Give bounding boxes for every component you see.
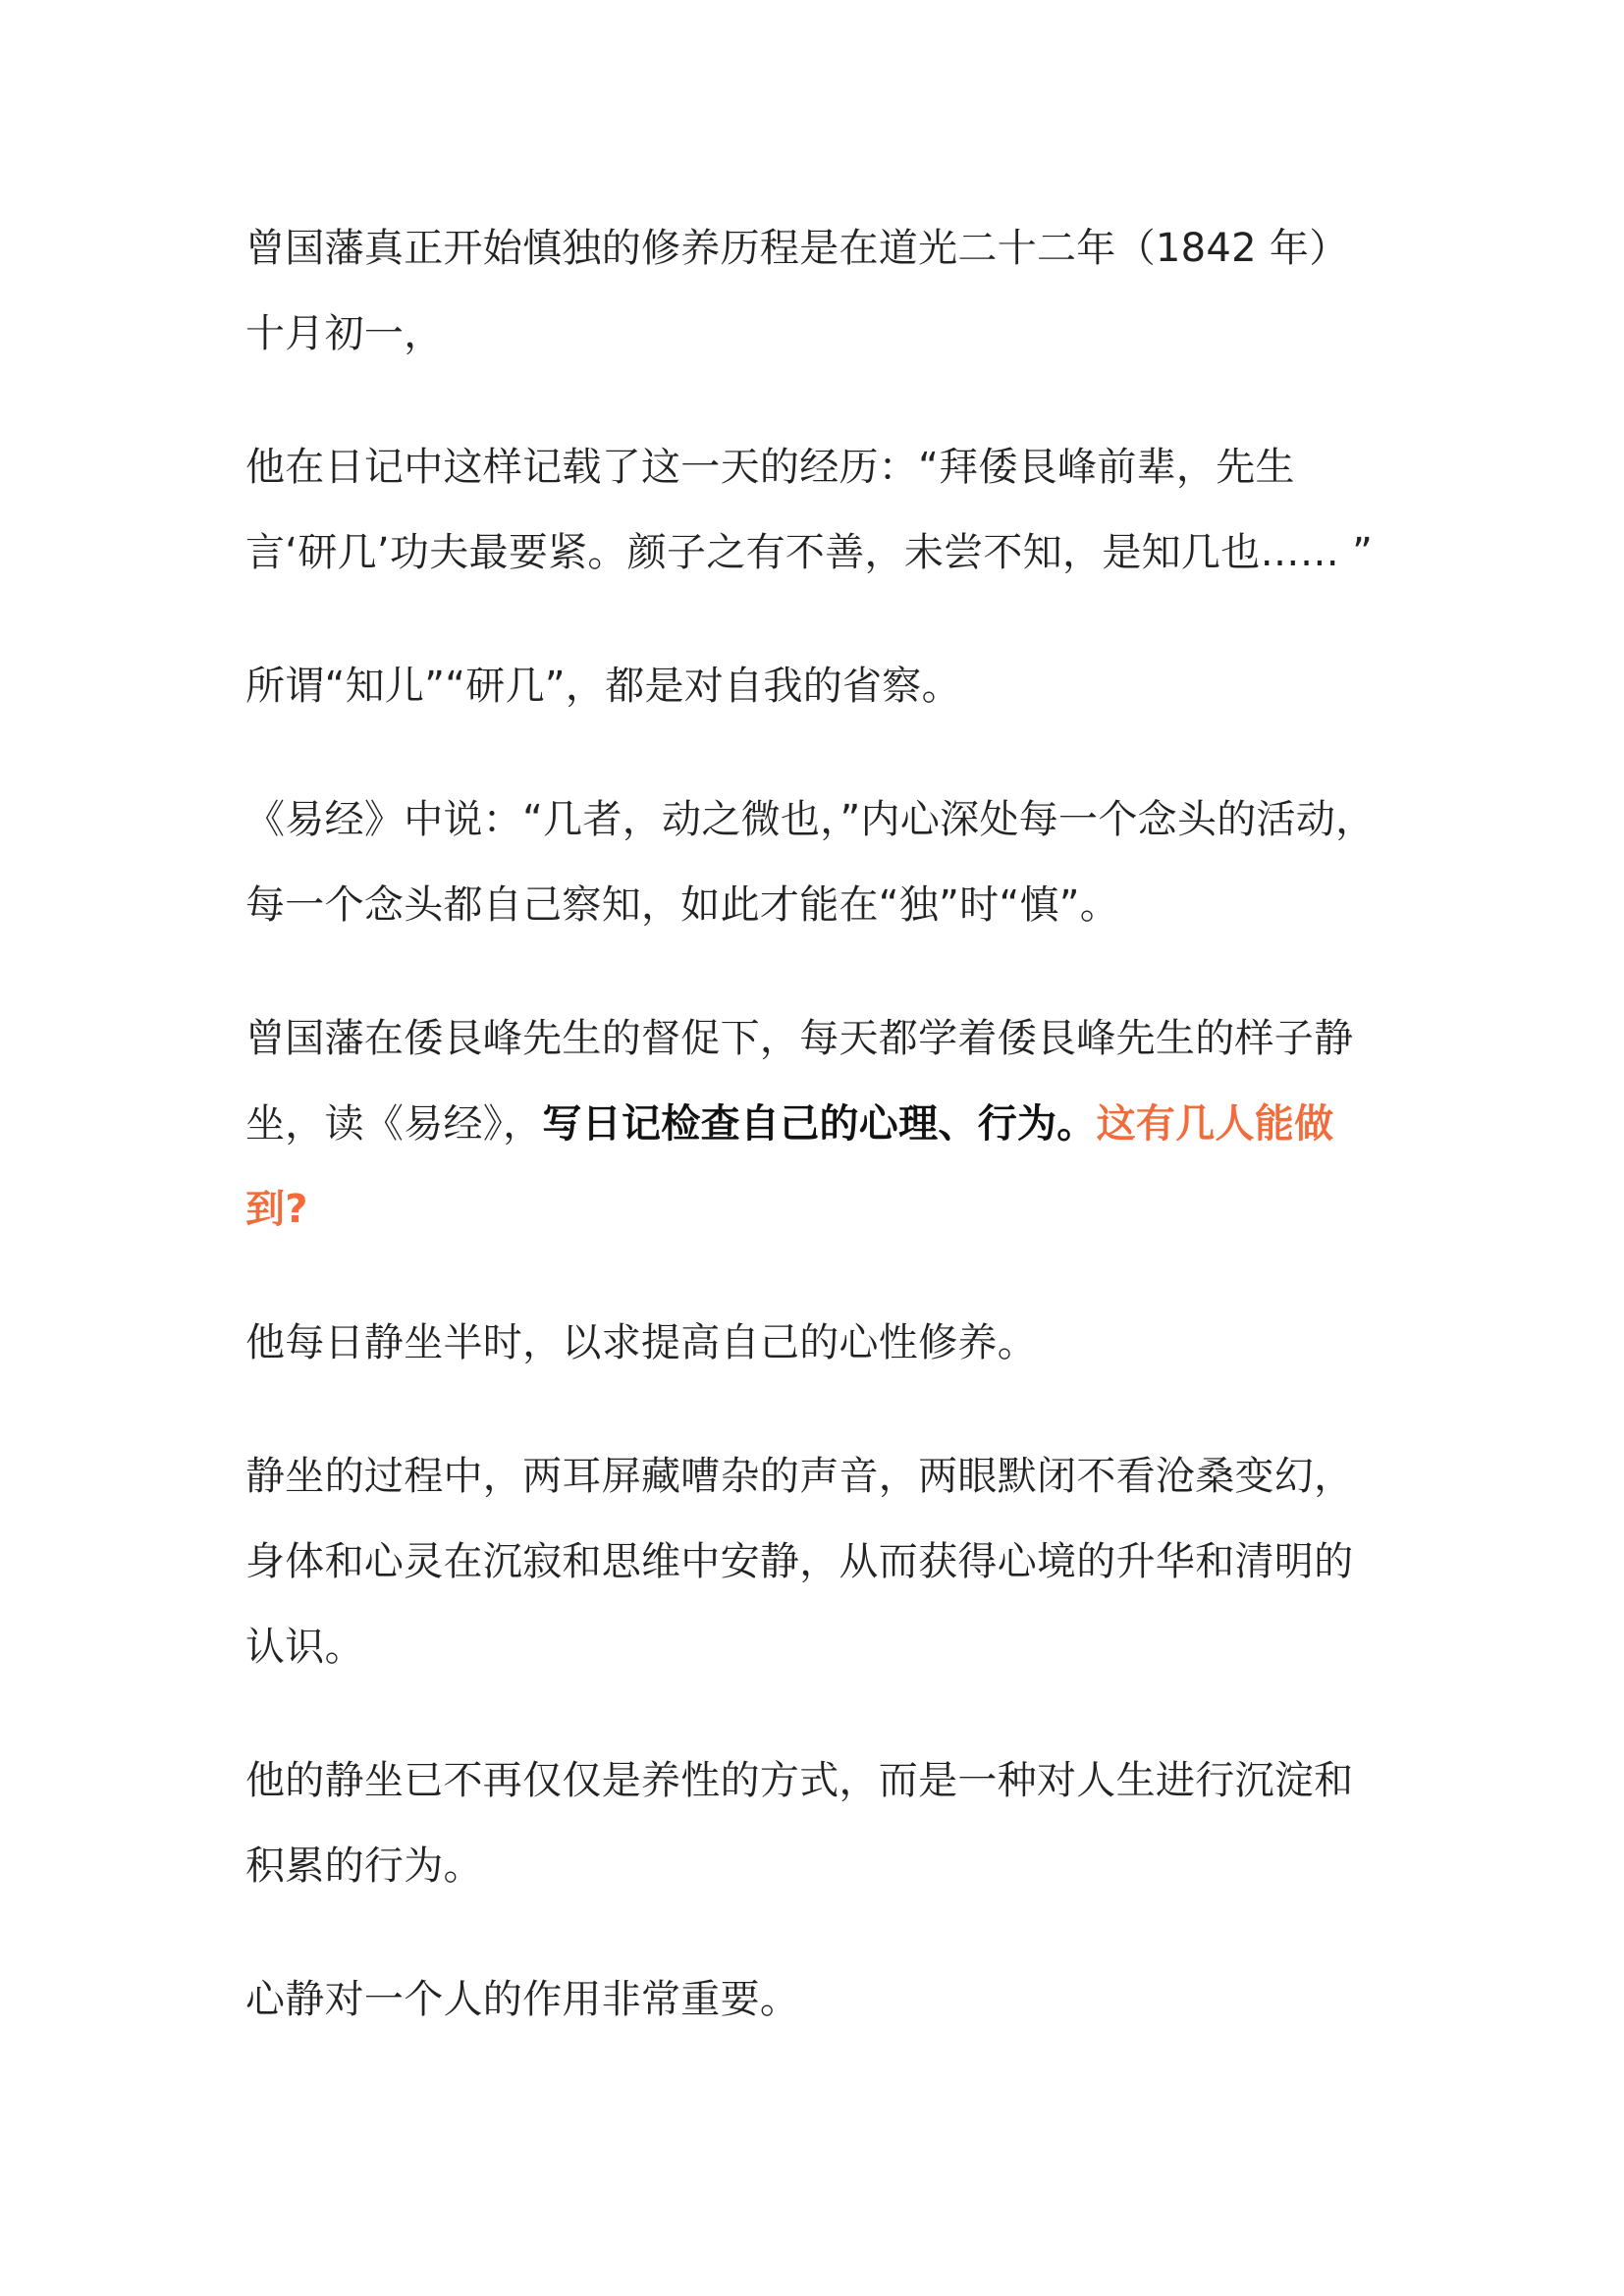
paragraph-8: 他的静坐已不再仅仅是养性的方式，而是一种对人生进行沉淀和积累的行为。 <box>245 1758 1354 1889</box>
paragraph-5-plain: 曾国藩在倭艮峰先生的督促下，每天都学着倭艮峰先生的样子静坐，读《易经》， <box>245 1016 1354 1147</box>
paragraph-7: 静坐的过程中，两耳屏藏嘈杂的声音，两眼默闭不看沧桑变幻，身体和心灵在沉寂和思维中安静，从而获得心境的升华和清明的认识。 <box>245 1454 1354 1670</box>
document-body <box>245 206 1384 2091</box>
paragraph-5-accent: 这有几人能做到? <box>245 1101 1334 1232</box>
paragraph-1: 曾国藩真正开始慎独的修养历程是在道光二十二年（1842 年）十月初一， <box>245 226 1349 356</box>
paragraph-9: 心静对一个人的作用非常重要。 <box>245 1977 800 2022</box>
paragraph-4: 《易经》中说：“几者，动之微也，”内心深处每一个念头的活动，每一个念头都自己察知，如此才能在“独”时“慎”。 <box>245 797 1376 928</box>
paragraph-2: 他在日记中这样记载了这一天的经历：“拜倭艮峰前辈，先生言‘研几’功夫最要紧。颜子之有不善，未尝不知，是知几也…… ” <box>245 445 1374 575</box>
paragraph-5-bold: 写日记检查自己的心理、行为。 <box>542 1101 1097 1147</box>
paragraph-5 <box>245 996 1384 1253</box>
paragraph-3: 所谓“知儿”“研几”，都是对自我的省察。 <box>245 664 961 709</box>
paragraph-6: 他每日静坐半时，以求提高自己的心性修养。 <box>245 1320 1037 1365</box>
